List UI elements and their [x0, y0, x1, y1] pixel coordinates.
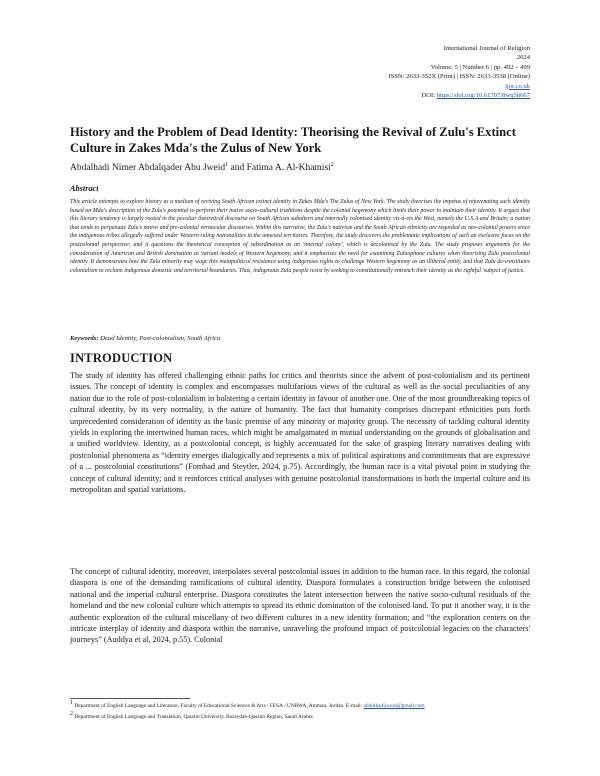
footnote-1-text: Department of English Language and Literature, Faculty of Educational Sciences & Arts / FESA / UNRWA, Amman, Jordan. E-mail:: [74, 703, 363, 709]
author-line: [70, 162, 530, 174]
author-1-affiliation-marker: 1: [225, 161, 229, 168]
footnote-1-marker: 1: [70, 700, 73, 707]
keywords-line: [70, 334, 530, 343]
journal-header: [270, 44, 530, 100]
introduction-paragraph-2: The concept of cultural identity, moreover, interpolates several postcolonial issues in addition to the human race. In this regard, the colonial diaspora is one of the demanding ramifications of cultural identity. Diaspora formulates a construction bridge between the colonised national and the imperial cultural enterprise. Diaspora constitutes the latent intersection between the native socio-cultural residuals of the homeland and the new colonial culture which attempts to spread its ethnic domination of the colonised land. To put it another way, it is the authentic exploration of the cultural miscellany of two different cultures in a new identity formation; and “the exploration centers on the intricate interplay of identity and diaspora within the narrative, unraveling the profound impact of postcolonial legacies on the characters' journeys” (Auddya et al, 2024, p.55). Colonial: [70, 567, 530, 645]
abstract-text: This article attempts to explore history as a medium of reviving South African extinct identity in Zakes Mda's The Zulus of New York. The study theorises the impetus of rejuvenating such identity based on Mda's description of the Zulu's potential to perform their native socio-cultural traditions despite the colonial hegemony which limits their power to maintain their identity. It argues that this literary tendency is largely rooted in the peculiar theoretical discourse on South African subaltern and internally colonised identity vis-à-vis the West, namely the U.S.A and Britain; a nation that tends to perpetuate Zulu's native and pre-colonial vernacular discourses. Within this narrative, the Zulu's nativism and the South African ethnicity are regarded as neo-colonial powers since the indigenous tribes allegedly suffered under Western ruling nationalities in the annexed territories. Therefore, the study discovers the problematic implications of such an exclusive focus on the postcolonial perspective; and it questions the theoretical conception of subordination as an 'internal colony', which is decolonised by the Zulu. The study proposes arguments for the consideration of American and British domination as variant models of Western hegemony, and it emphasises the need for examining Zuluophone cultures when theorising Zulu postcolonial identity. It demonstrates how the Zulu minority may wage this metapolitical resistance using indigenous rights to challenge Western hegemony as an illiberal entity, and that Zulu de-constitutes colonialism to reclaim indigenous domestic and territorial boundaries. Thus, indigenous Zulu people resist by seeking to constitutionally entrench their identity as the rightful 'subject of justice.: [70, 199, 530, 274]
keywords-label: Keywords:: [70, 335, 99, 342]
doi-label: DOI:: [421, 92, 436, 100]
article-title: History and the Problem of Dead Identity: Theorising the Revival of Zulu's Extinct Culture in Zakes Mda's the Zulus of New York: [70, 125, 516, 155]
abstract-heading: Abstract: [70, 184, 99, 193]
doi-line: [270, 91, 530, 100]
issn-info: ISSN: 2633-352X (Print) | ISSN: 2633-3538 (Online): [388, 73, 530, 81]
journal-name: International Journal of Religion: [443, 45, 530, 52]
introduction-paragraph-1: The study of identity has offered challenging ethnic paths for critics and theorists since the advent of post-colonialism and its pertinent issues. The concept of identity is complex and encompasses multifarious views of the cultural as well as the social peculiarities of any nation due to the role of post-colonialism in bolstering a certain identity in favour of another one. One of the most groundbreaking topics of cultural identity, by its very normality, is the nature of humanity. The fact that humanity comprises discrepant ethnicities puts forth unprecedented consideration of identity as the basic premise of any minority or majority group. The necessity of tackling cultural identity yields in exploring the intertwined human races, which might be amalgamated in mutual understanding on the grounds of globalisation and a unified worldview. Identity, as a postcolonial concept, is highly accentuated for the sake of grasping literary narratives dealing with postcolonial phenomena as “identity emerges dialogically and represents a mix of political aspirations and commitments that are expressive of a ... postcolonial constitutions” (Fombad and Steytler, 2024, p.75). Accordingly, the human race is a vital pivotal point in studying the concept of cultural identity; and it reinforces critical analyses with genuine postcolonial transformations in both the imperial culture and its metropolitan and spatial variations.: [70, 371, 530, 495]
doi-link[interactable]: https://doi.org/10.61707/8wq5h667: [436, 92, 530, 100]
journal-year: 2024: [516, 54, 530, 62]
author-joiner: and: [230, 163, 245, 173]
author-2-name: Fatima A. Al-Khamisi: [246, 163, 331, 173]
journal-site-link[interactable]: ijor.co.uk: [505, 82, 530, 90]
footnote-2-text: Department of English Language and Translation, Qassim University, Buraydah-Qassim Region, Saudi Arabia: [74, 713, 313, 720]
keywords-terms: Dead Identity, Post-colonialism, South Africa: [100, 335, 221, 342]
footnotes: [70, 700, 530, 724]
footnote-1: [70, 700, 530, 711]
volume-info: Volume: 5 | Number 6 | pp. 492 – 499: [430, 63, 530, 71]
footnote-2-marker: 2: [70, 710, 73, 717]
introduction-heading: INTRODUCTION: [70, 351, 173, 365]
footnote-2: [70, 710, 530, 722]
author-2-affiliation-marker: 2: [330, 161, 334, 168]
author-email-link[interactable]: abdulhadijweid@gmail.com: [363, 703, 425, 709]
footnote-divider: [70, 698, 190, 699]
author-1-name: Abdalhadi Nimer Abdalqader Abu Jweid: [70, 163, 226, 173]
